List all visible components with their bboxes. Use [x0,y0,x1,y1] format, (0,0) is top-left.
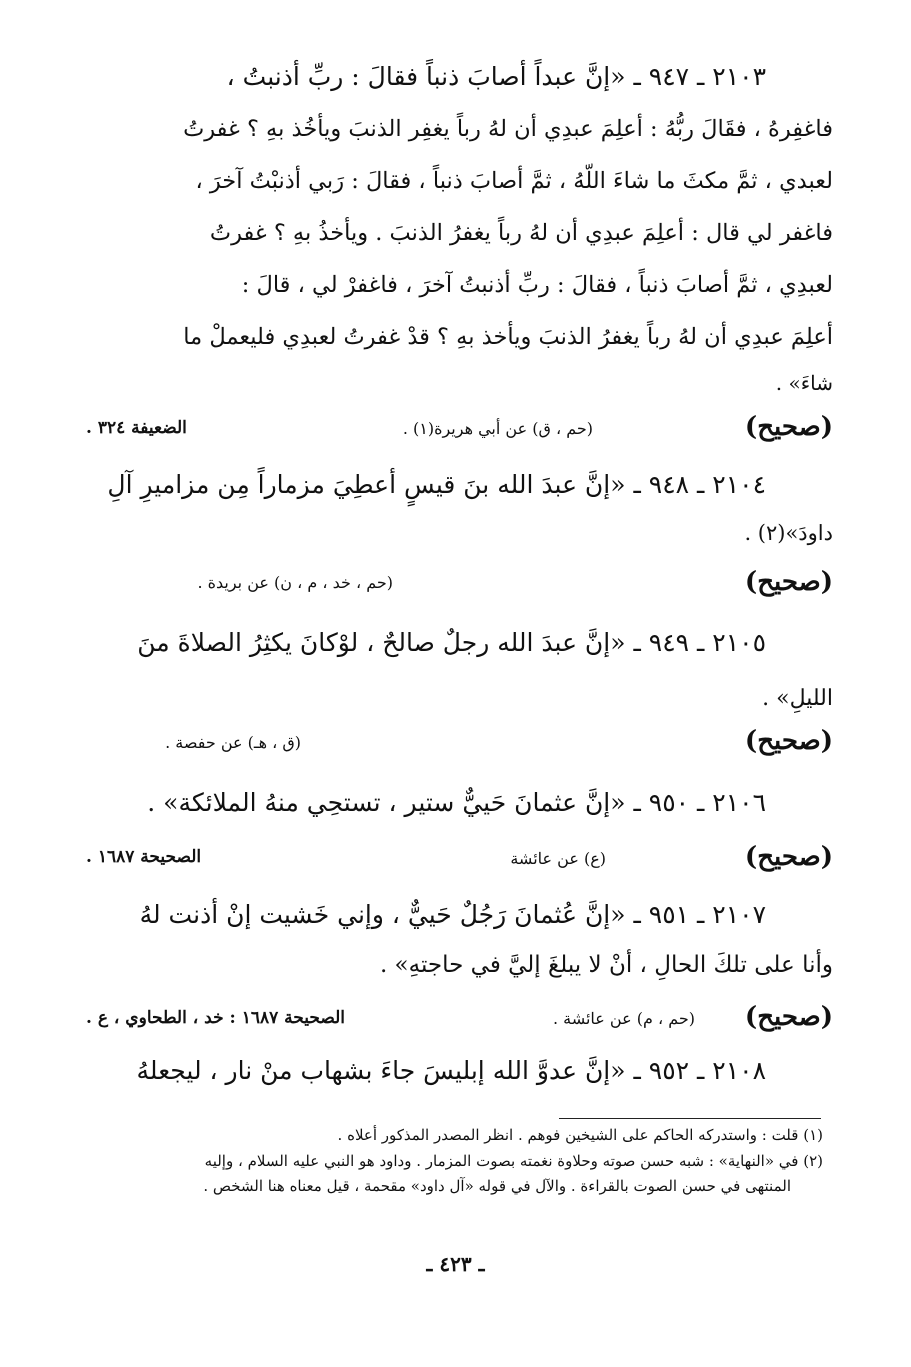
entry-2107-reference: الصحيحة ١٦٨٧ : خد ، الطحاوي ، ع . [86,1008,345,1028]
entry-2106-reference: الصحيحة ١٦٨٧ . [86,847,202,867]
entry-2105-line-1: ٢١٠٥ ـ ٩٤٩ ـ «إنَّ عبدَ الله رجلٌ صالحٌ ، لوْكانَ يكثِرُ الصلاةَ منَ [137,628,766,657]
entry-2104-source: (حم ، خد ، م ، ن) عن بريدة . [197,573,393,592]
entry-2107-line-1: ٢١٠٧ ـ ٩٥١ ـ «إنَّ عُثمانَ رَجُلٌ حَييٌّ ، وإني خَشيت إنْ أذنت لهُ [139,900,766,929]
entry-2105-grade: (صحيح) [744,726,833,756]
entry-2103-line-2: فاغفِرهُ ، فقَالَ ربُّهُ : أعلِمَ عبدِي أن لهُ رباً يغفِر الذنبَ ويأخُذ بهِ ؟ غفرتُ [183,116,833,142]
entry-2105-source: (ق ، هـ) عن حفصة . [165,733,301,752]
entry-2106-grade: (صحيح) [744,842,833,872]
entry-2103-line-5: لعبدِي ، ثمَّ أصابَ ذنباً ، فقالَ : ربِّ أذنبتُ آخرَ ، فاغفرْ لي ، قالَ : [241,272,833,298]
entry-2103-reference: الضعيفة ٣٢٤ . [86,418,187,438]
entry-2105-line-2: الليلِ» . [762,686,833,711]
entry-2107-grade: (صحيح) [744,1002,833,1032]
footnote-2: (٢) في «النهاية» : شبه حسن صوته وحلاوة نغمته بصوت المزمار . وداود هو النبي عليه السلام ، وإليه [204,1152,823,1170]
entry-2104-line-1: ٢١٠٤ ـ ٩٤٨ ـ «إنَّ عبدَ الله بنَ قيسٍ أعطِيَ مزماراً مِن مزاميرِ آلِ [107,470,766,499]
entry-2103-grade: (صحيح) [744,412,833,442]
entry-2103-line-4: فاغفر لي قال : أعلِمَ عبدِي أن لهُ رباً يغفرُ الذنبَ . ويأخذُ بهِ ؟ غفرتُ [209,220,833,246]
entry-2103-source: (حم ، ق) عن أبي هريرة(١) . [402,419,593,438]
entry-2107-source: (حم ، م) عن عائشة . [552,1009,695,1028]
footnote-2-continued: المنتهى في حسن الصوت بالقراءة . والآل في قوله «آل داود» مقحمة ، قيل معناه هنا الشخص . [203,1177,791,1195]
footnote-1: (١) قلت : واستدركه الحاكم على الشيخين فوهم . انظر المصدر المذكور أعلاه . [337,1126,823,1144]
entry-2103-line-1: ٢١٠٣ ـ ٩٤٧ ـ «إنَّ عبداً أصابَ ذنباً فقالَ : ربِّ أذنبتُ ، [226,62,766,91]
entry-2103-line-3: لعبدي ، ثمَّ مكثَ ما شاءَ اللّهُ ، ثمَّ أصابَ ذنباً ، فقالَ : رَبي أذنبْتُ آخرَ ، [195,168,833,194]
entry-2103-line-7: شاءَ» . [775,371,833,395]
entry-2108-line-1: ٢١٠٨ ـ ٩٥٢ ـ «إنَّ عدوَّ الله إبليسَ جاءَ بشهاب منْ نار ، ليجعلهُ [136,1056,766,1085]
entry-2104-grade: (صحيح) [744,567,833,597]
entry-2103-line-6: أعلِمَ عبدِي أن لهُ رباً يغفرُ الذنبَ ويأخذ بهِ ؟ قدْ غفرتُ لعبدِي فليعملْ ما [183,324,833,350]
entry-2106-source: (ع) عن عائشة [510,849,606,868]
footnote-divider [559,1118,821,1119]
entry-2104-line-2: داودَ»(٢) . [744,521,833,545]
page-number: ـ ٤٢٣ ـ [426,1252,485,1276]
entry-2106-line-1: ٢١٠٦ ـ ٩٥٠ ـ «إنَّ عثمانَ حَييٌّ ستير ، تستحِي منهُ الملائكة» . [147,788,766,817]
entry-2107-line-2: وأنا على تلكَ الحالِ ، أنْ لا يبلغَ إليَّ في حاجتهِ» . [379,952,833,978]
